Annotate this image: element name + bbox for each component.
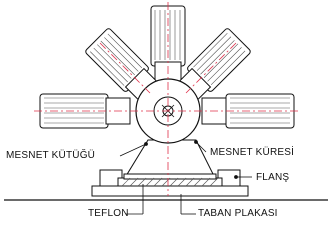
label-base-plate: TABAN PLAKASI xyxy=(198,208,278,219)
label-teflon: TEFLON xyxy=(88,208,129,219)
bearing-block xyxy=(126,140,214,176)
label-flange: FLANŞ xyxy=(256,172,290,183)
base-plate xyxy=(92,186,248,196)
label-bearing-sphere: MESNET KÜRESİ xyxy=(210,147,295,158)
label-bearing-block: MESNET KÜTÜĞÜ xyxy=(6,150,96,161)
